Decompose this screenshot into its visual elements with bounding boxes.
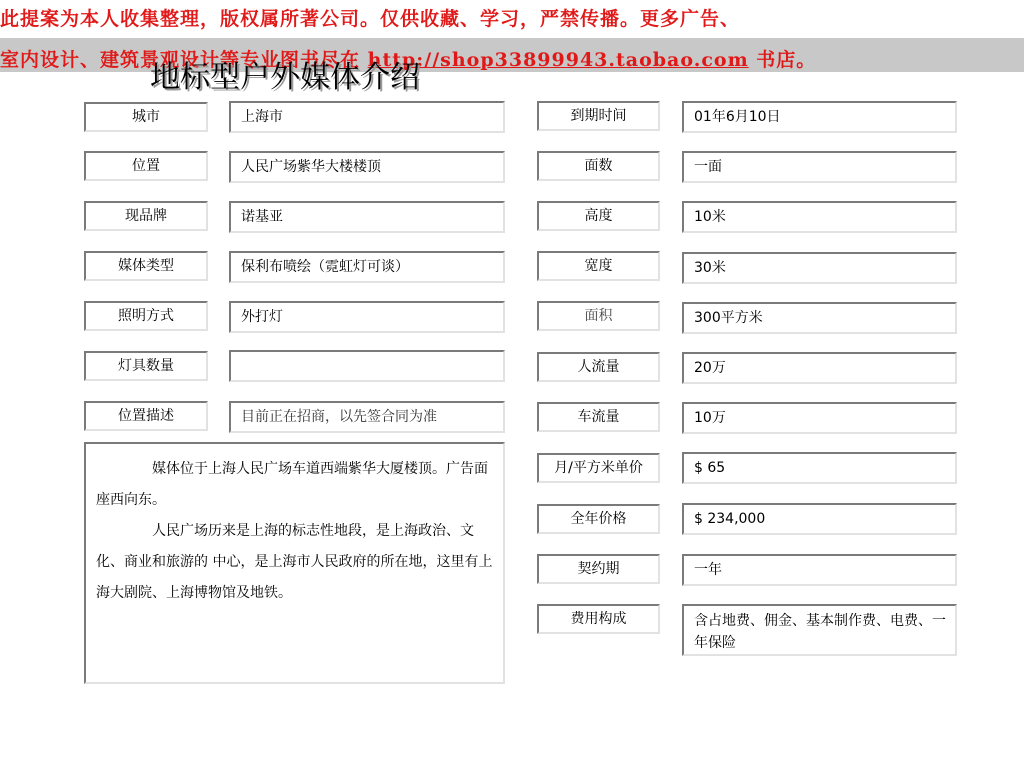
value-media-type: 保利布喷绘（霓虹灯可谈）: [229, 251, 505, 283]
page-title: 地标型户外媒体介绍: [150, 60, 420, 95]
value-foot-traffic: 20万: [682, 352, 957, 384]
value-contract-period: 一年: [682, 554, 957, 586]
value-width: 30米: [682, 252, 957, 284]
label-contract-period: 契约期: [537, 554, 660, 584]
label-lamp-count: 灯具数量: [84, 351, 208, 381]
label-width: 宽度: [537, 251, 660, 281]
label-city: 城市: [84, 102, 208, 132]
value-location-description: 目前正在招商，以先签合同为准: [229, 401, 505, 433]
label-vehicle-traffic: 车流量: [537, 402, 660, 432]
label-height: 高度: [537, 201, 660, 231]
label-location: 位置: [84, 151, 208, 181]
value-lamp-count: [229, 350, 505, 382]
value-location: 人民广场紫华大楼楼顶: [229, 151, 505, 183]
label-current-brand: 现品牌: [84, 201, 208, 231]
label-annual-price: 全年价格: [537, 504, 660, 534]
label-location-description: 位置描述: [84, 401, 208, 431]
description-paragraph-1: 媒体位于上海人民广场车道西端紫华大厦楼顶。广告面座西向东。: [96, 461, 488, 508]
value-area: 300平方米: [682, 302, 957, 334]
label-cost-composition: 费用构成: [537, 604, 660, 634]
label-foot-traffic: 人流量: [537, 352, 660, 382]
value-current-brand: 诺基亚: [229, 201, 505, 233]
value-expiry-date: 01年6月10日: [682, 101, 957, 133]
watermark-line-1: 此提案为本人收集整理，版权属所著公司。仅供收藏、学习，严禁传播。更多广告、: [0, 8, 741, 30]
value-unit-price: $ 65: [682, 452, 957, 484]
watermark-line-2-prefix: 室内设计、建筑景观设计等专业图书尽在: [0, 49, 368, 71]
value-height: 10米: [682, 201, 957, 233]
value-vehicle-traffic: 10万: [682, 402, 957, 434]
watermark-line-2-suffix: 书店。: [748, 49, 817, 71]
value-annual-price: $ 234,000: [682, 503, 957, 535]
label-lighting-method: 照明方式: [84, 301, 208, 331]
label-area: 面积: [537, 301, 660, 331]
value-city: 上海市: [229, 101, 505, 133]
value-cost-composition: 含占地费、佣金、基本制作费、电费、一年保险: [682, 604, 957, 656]
label-faces: 面数: [537, 151, 660, 181]
description-box: [84, 442, 505, 684]
label-expiry-date: 到期时间: [537, 101, 660, 131]
label-unit-price: 月/平方米单价: [537, 453, 660, 483]
description-paragraph-2: 人民广场历来是上海的标志性地段，是上海政治、文化、商业和旅游的 中心，是上海市人民政府的所在地，这里有上海大剧院、上海博物馆及地铁。: [96, 523, 493, 601]
value-lighting-method: 外打灯: [229, 301, 505, 333]
value-faces: 一面: [682, 151, 957, 183]
label-media-type: 媒体类型: [84, 251, 208, 281]
watermark-url-link[interactable]: http://shop33899943.taobao.com: [367, 49, 749, 71]
